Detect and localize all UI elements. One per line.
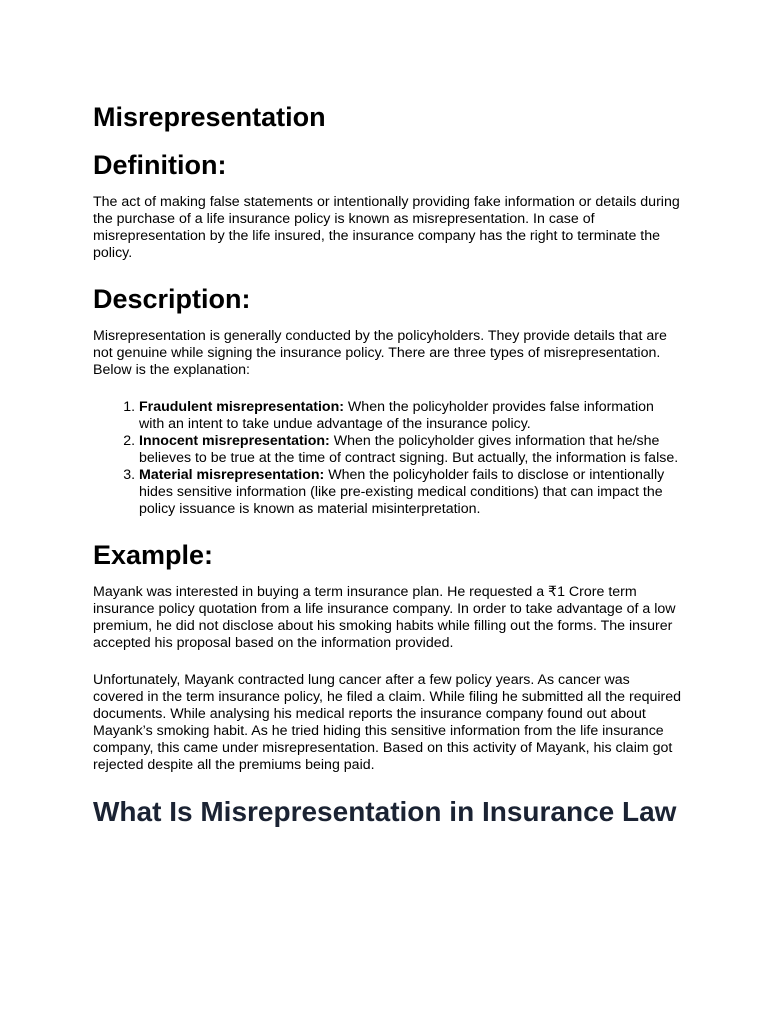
document-content: [93, 100, 683, 830]
definition-paragraph: The act of making false statements or intentionally providing fake information or details during the purchase of a life insurance policy is known as misrepresentation. In case of misrepresentation by the life insured, the insurance company has the right to terminate the policy.: [93, 194, 680, 261]
list-item: [139, 467, 683, 518]
insurance-law-heading: What Is Misrepresentation in Insurance Law: [93, 796, 677, 827]
list-item: [139, 433, 683, 467]
example-paragraph: Unfortunately, Mayank contracted lung cancer after a few policy years. As cancer was covered in the term insurance policy, he filed a claim. While filing he submitted all the required documents. While analysing his medical reports the insurance company found out about Mayank’s smoking habit. As he tried hiding this sensitive information from the life insurance company, this came under misrepresentation. Based on this activity of Mayank, his claim got rejected despite all the premiums being paid.: [93, 672, 682, 773]
example-paragraph: Mayank was interested in buying a term insurance plan. He requested a ₹1 Crore term insurance policy quotation from a life insurance company. In order to take advantage of a low premium, he did not disclose about his smoking habits while filling out the forms. The insurer accepted his proposal based on the information provided.: [93, 584, 676, 651]
list-item-term: Fraudulent misrepresentation:: [139, 399, 344, 415]
misrepresentation-types-list: [93, 399, 683, 518]
example-heading: Example:: [93, 540, 214, 570]
list-item-text: When the policyholder fails to disclose or intentionally hides sensitive information (like pre-existing medical conditions) that can impact the policy issuance is known as material misinterpretation.: [139, 467, 665, 517]
list-item: [139, 399, 683, 433]
list-item-term: Innocent misrepresentation:: [139, 433, 330, 449]
page-title: Misrepresentation: [93, 102, 326, 132]
list-item-text: When the policyholder gives information that he/she believes to be true at the time of contract signing. But actually, the information is false.: [139, 433, 679, 466]
description-heading: Description:: [93, 284, 251, 314]
list-item-text: When the policyholder provides false information with an intent to take undue advantage of the insurance policy.: [139, 399, 654, 432]
definition-heading: Definition:: [93, 150, 227, 180]
list-item-term: Material misrepresentation:: [139, 467, 325, 483]
description-paragraph: Misrepresentation is generally conducted by the policyholders. They provide details that are not genuine while signing the insurance policy. There are three types of misrepresentation. Below is the explanation:: [93, 328, 667, 378]
